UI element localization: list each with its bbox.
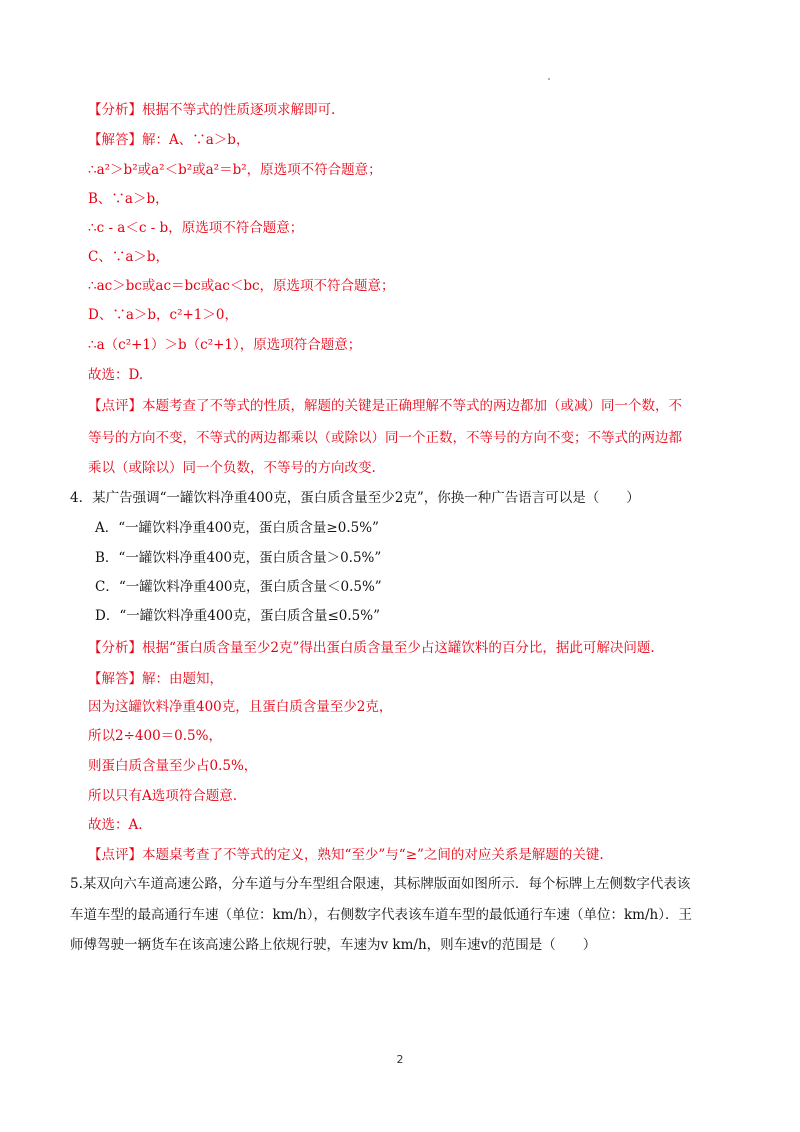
answer-line: ∴a²＞b²或a²＜b²或a²＝b²，原选项不符合题意； bbox=[88, 162, 382, 178]
answer-line: ∴c - a＜c - b，原选项不符合题意； bbox=[88, 220, 304, 236]
answer-line: ∴ac＞bc或ac＝bc或ac＜bc，原选项不符合题意； bbox=[88, 278, 395, 294]
question-5: 5.某双向六车道高速公路，分车道与分车型组合限速，其标牌版面如图所示．每个标牌上左侧数字代表该 bbox=[70, 876, 691, 892]
answer-line: B、∵a＞b， bbox=[88, 191, 169, 207]
answer-line: ∴a（c²+1）＞b（c²+1），原选项符合题意； bbox=[88, 337, 362, 353]
question-5-line: 师傅驾驶一辆货车在该高速公路上依规行驶，车速为v km/h，则车速v的范围是（ ） bbox=[70, 937, 597, 953]
answer-line: C、∵a＞b， bbox=[88, 249, 170, 265]
page-number: 2 bbox=[396, 1053, 404, 1066]
comment-line: 乘以（或除以）同一个负数，不等号的方向改变. bbox=[88, 460, 376, 476]
option-a: A．“一罐饮料净重400克，蛋白质含量≥0.5%” bbox=[95, 520, 379, 536]
answer-line: 【解答】解：由题知， bbox=[88, 671, 223, 687]
analysis-label: 【分析】根据不等式的性质逐项求解即可. bbox=[88, 102, 336, 118]
answer-line: 所以只有A选项符合题意. bbox=[88, 788, 238, 804]
answer-line: 因为这罐饮料净重400克，且蛋白质含量至少2克， bbox=[88, 699, 393, 715]
option-b: B．“一罐饮料净重400克，蛋白质含量＞0.5%” bbox=[95, 550, 382, 566]
answer-line: 【解答】解：A、∵a＞b， bbox=[88, 132, 250, 148]
answer-line: D、∵a＞b，c²+1＞0， bbox=[88, 307, 238, 323]
question-5-line: 车道车型的最高通行车速（单位：km/h），右侧数字代表该车道车型的最低通行车速（单位：km/h）．王 bbox=[70, 907, 692, 923]
comment-line: 等号的方向不变，不等式的两边都乘以（或除以）同一个正数，不等号的方向不变；不等式的两边都 bbox=[88, 430, 682, 446]
comment-line: 【点评】本题桌考查了不等式的定义，熟知“至少”与“≥”之间的对应关系是解题的关键. bbox=[88, 847, 604, 863]
scan-dot bbox=[548, 78, 550, 80]
answer-line: 则蛋白质含量至少占0.5%， bbox=[88, 758, 258, 774]
question-4: 4．某广告强调“一罐饮料净重400克，蛋白质含量至少2克”，你换一种广告语言可以是（ ） bbox=[70, 490, 640, 506]
choice-line: 故选：D. bbox=[88, 367, 144, 383]
analysis-line: 【分析】根据“蛋白质含量至少2克”得出蛋白质含量至少占这罐饮料的百分比，据此可解决问题. bbox=[88, 640, 655, 656]
answer-line: 所以2÷400＝0.5%， bbox=[88, 728, 222, 744]
comment-line: 【点评】本题考查了不等式的性质，解题的关键是正确理解不等式的两边都加（或减）同一个数，不 bbox=[88, 398, 682, 414]
option-c: C．“一罐饮料净重400克，蛋白质含量＜0.5%” bbox=[95, 579, 382, 595]
option-d: D．“一罐饮料净重400克，蛋白质含量≤0.5%” bbox=[95, 608, 381, 624]
choice-line: 故选：A. bbox=[88, 817, 143, 833]
